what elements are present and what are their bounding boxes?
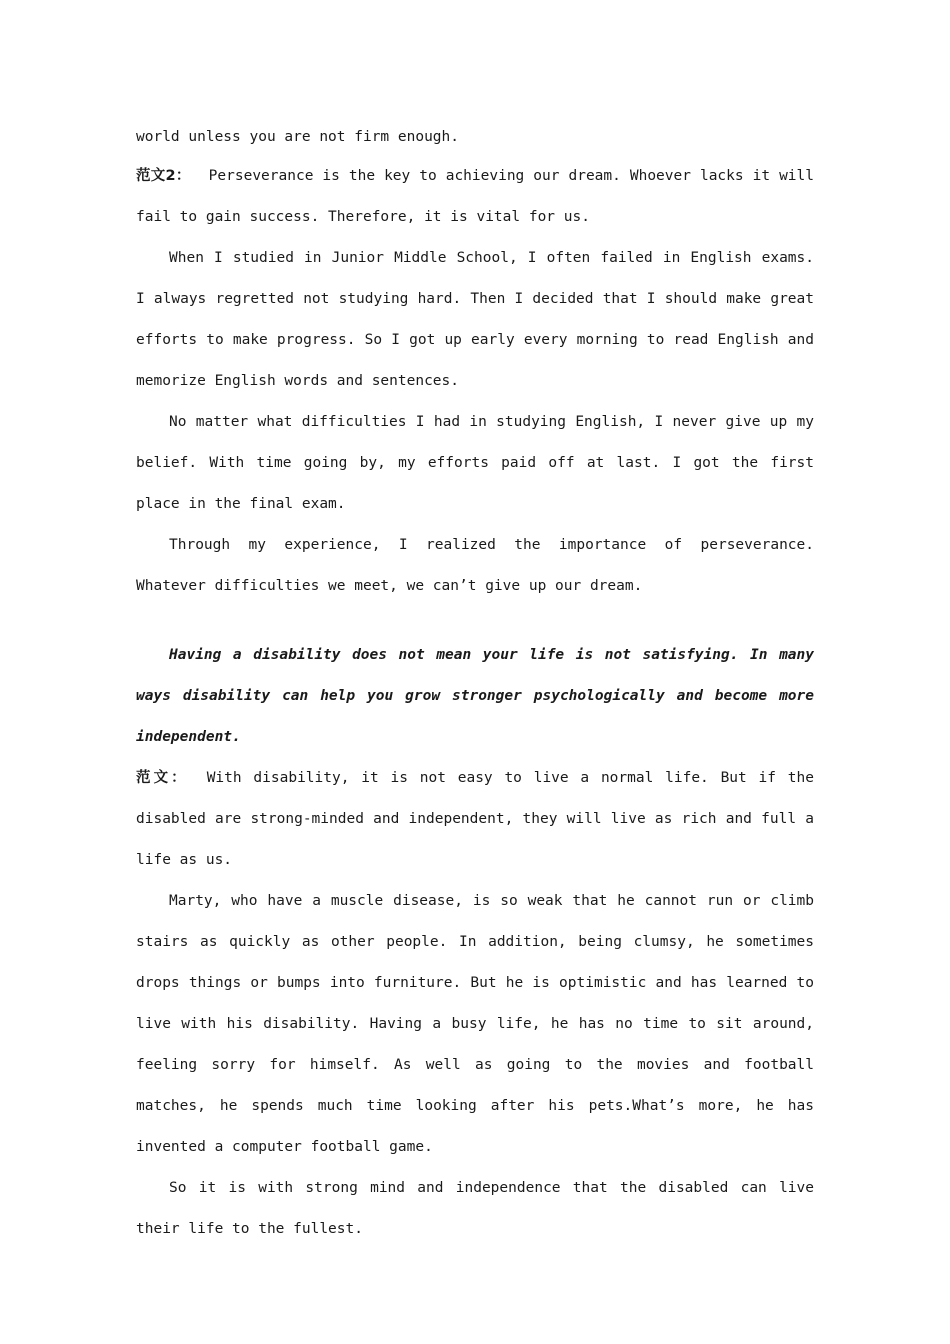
essay3-paragraph-1: Marty, who have a muscle disease, is so weak that he cannot run or climb stairs as quickly as other people. In addition, being clumsy, he sometimes drops things or bumps into furniture. But he is optimistic and has learned to live with his disability. Having a busy life, he has no time to sit around, feeling sorry for himself. As well as going to the movies and football matches, he spends much time looking after his pets.What’s more, he has invented a computer football game.	[136, 893, 814, 1155]
essay3-intro: With disability, it is not easy to live a normal life. But if the disabled are strong-minded and independent, they will live as rich and full a life as us.	[136, 770, 814, 868]
essay2-label: 范文2：	[136, 168, 191, 184]
essay2-intro-paragraph	[136, 156, 814, 238]
essay2-intro: Perseverance is the key to achieving our dream. Whoever lacks it will fail to gain success. Therefore, it is vital for us.	[136, 168, 814, 225]
writing-prompt: Having a disability does not mean your life is not satisfying. In many ways disability can help you grow stronger psychologically and become more independent.	[136, 647, 814, 745]
essay2-paragraph-1: When I studied in Junior Middle School, I often failed in English exams. I always regretted not studying hard. Then I decided that I should make great efforts to make progress. So I got up early every morning to read English and memorize English words and sentences.	[136, 250, 814, 389]
essay3-label: 范文：	[136, 770, 189, 786]
document-page	[136, 118, 814, 1250]
section-spacer	[136, 607, 814, 635]
essay3-paragraph-2: So it is with strong mind and independence that the disabled can live their life to the fullest.	[136, 1180, 814, 1237]
essay2-paragraph-3: Through my experience, I realized the importance of perseverance. Whatever difficulties we meet, we can’t give up our dream.	[136, 537, 814, 594]
essay2-paragraph-2: No matter what difficulties I had in studying English, I never give up my belief. With time going by, my efforts paid off at last. I got the first place in the final exam.	[136, 414, 814, 512]
essay3-intro-paragraph	[136, 758, 814, 881]
essay2-continuation: world unless you are not firm enough.	[136, 129, 460, 145]
